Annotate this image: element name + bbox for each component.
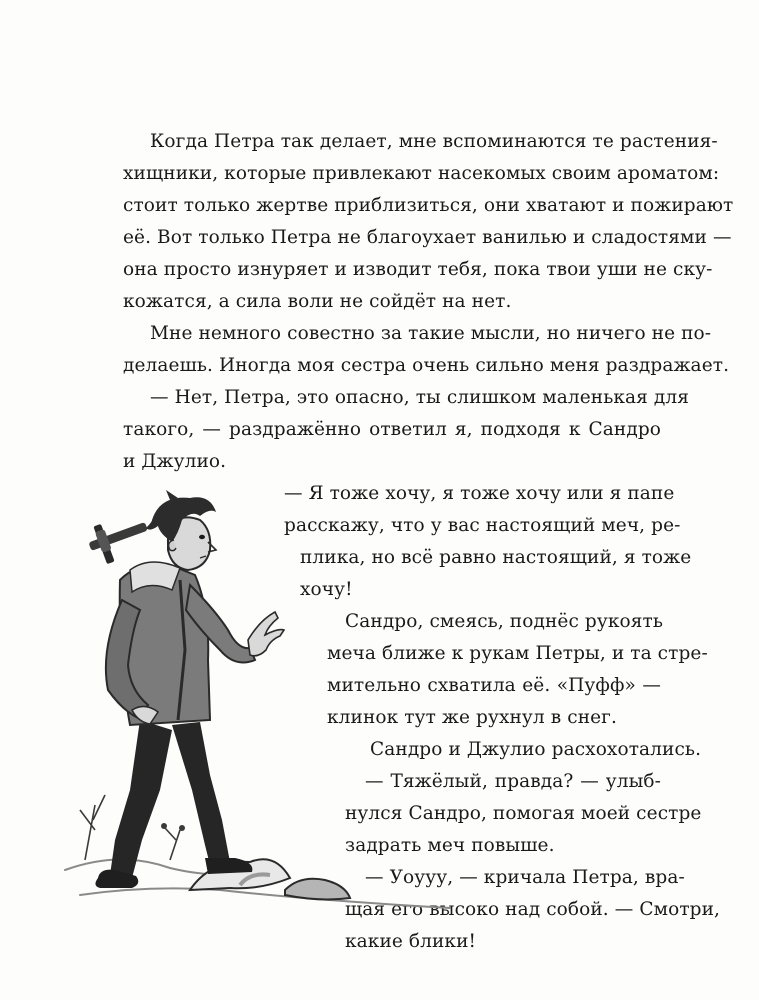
text-line: какие блики! bbox=[345, 931, 477, 952]
text-line: такого, — раздражённо ответил я, подходя к Сандро bbox=[123, 419, 661, 440]
text-line: кожатся, а сила воли не сойдёт на нет. bbox=[123, 291, 512, 312]
text-line: — Уоууу, — кричала Петра, вра- bbox=[365, 867, 685, 888]
boy-with-sword-illustration bbox=[60, 490, 460, 920]
text-line: плика, но всё равно настоящий, я тоже bbox=[300, 547, 692, 568]
text-line: меча ближе к рукам Петры, и та стре- bbox=[327, 643, 708, 664]
text-line: она просто изнуряет и изводит тебя, пока твои уши не ску- bbox=[123, 259, 713, 280]
text-line: её. Вот только Петра не благоухает ванилью и сладостями — bbox=[123, 227, 732, 248]
text-line: Сандро, смеясь, поднёс рукоять bbox=[345, 611, 663, 632]
text-line: и Джулио. bbox=[123, 451, 227, 472]
text-line: Мне немного совестно за такие мысли, но ничего не по- bbox=[150, 323, 712, 344]
text-line: хочу! bbox=[300, 579, 353, 600]
text-line: задрать меч повыше. bbox=[345, 835, 555, 856]
text-line: Когда Петра так делает, мне вспоминаются те растения- bbox=[150, 131, 718, 152]
text-line: Сандро и Джулио расхохотались. bbox=[370, 739, 702, 760]
text-line: расскажу, что у вас настоящий меч, ре- bbox=[284, 515, 681, 536]
text-line: — Я тоже хочу, я тоже хочу или я папе bbox=[284, 483, 675, 504]
text-line: клинок тут же рухнул в снег. bbox=[327, 707, 617, 728]
text-line: мительно схватила её. «Пуфф» — bbox=[327, 675, 661, 696]
text-line: щая его высоко над собой. — Смотри, bbox=[345, 899, 721, 920]
text-line: хищники, которые привлекают насекомых своим ароматом: bbox=[123, 163, 720, 184]
text-line: — Нет, Петра, это опасно, ты слишком маленькая для bbox=[150, 387, 690, 408]
text-line: делаешь. Иногда моя сестра очень сильно меня раздражает. bbox=[123, 355, 730, 376]
text-line: стоит только жертве приблизиться, они хватают и пожирают bbox=[123, 195, 734, 216]
text-line: — Тяжёлый, правда? — улыб- bbox=[365, 771, 661, 792]
text-line: нулся Сандро, помогая моей сестре bbox=[345, 803, 702, 824]
